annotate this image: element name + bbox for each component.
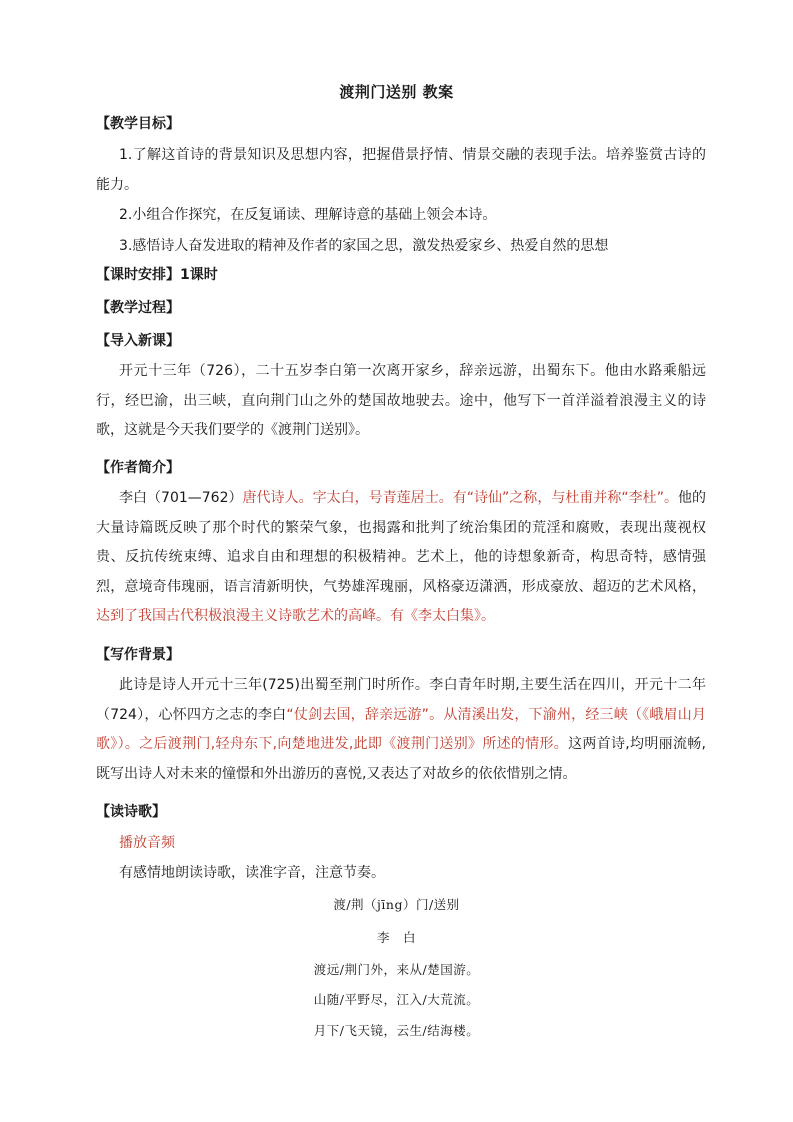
author-highlight: 唐代诗人。字太白，号青莲居士。有“诗仙”之称，与杜甫并称“李杜”。 (242, 490, 678, 506)
poem-line: 山随/平野尽，江入/大荒流。 (313, 992, 480, 1007)
author-body: 他的大量诗篇既反映了那个时代的繁荣气象，也揭露和批判了统治集团的荒淫和腐败，表现出蔑视权贵、反抗传统束缚、追求自由和理想的积极精神。艺术上，他的诗想象新奇，构思奇特，感情强烈，意境奇伟瑰丽，语言清新明快，气势雄浑瑰丽，风格豪迈潇洒，形成豪放、超迈的艺术风格， (96, 490, 706, 595)
bg-quote: “仗剑去国，辞亲远游”。从清溪出发，下渝州，经三峡（《峨眉山月歌》）。 (96, 706, 706, 752)
author-paragraph (96, 484, 706, 632)
background-paragraph (96, 671, 706, 789)
heading-intro: 【导入新课】 (96, 333, 180, 349)
document-title: 渡荆门送别 教案 (339, 83, 454, 101)
goal-2: 2.小组合作探究，在反复诵读、理解诗意的基础上领会本诗。 (119, 207, 497, 223)
bg-summary: 这两首诗,均明丽流畅,既写出诗人对未来的憧憬和外出游历的喜悦,又表达了对故乡的依依惜别之情。 (96, 736, 706, 782)
heading-background: 【写作背景】 (96, 647, 180, 663)
read-instruction: 有感情地朗读诗歌，读准字音，注意节奏。 (119, 865, 385, 881)
play-audio-link[interactable]: 播放音频 (119, 835, 175, 851)
goal-1: 1.了解这首诗的背景知识及思想内容，把握借景抒情、情景交融的表现手法。培养鉴赏古诗的能力。 (96, 147, 706, 193)
heading-schedule: 【课时安排】1课时 (96, 267, 218, 283)
bg-intro: 此诗是诗人开元十三年(725)出蜀至荆门时所作。李白青年时期,主要生活在四川，开元十二年（724），心怀四方之志的李白 (96, 677, 706, 723)
poem-title: 渡/荆（jīng）门/送别 (333, 897, 460, 912)
bg-journey: 之后渡荆门,轻舟东下,向楚地进发,此即《渡荆门送别》所述的情形。 (139, 736, 569, 752)
author-dates: 李白（701—762） (119, 490, 243, 506)
poem-line: 渡远/荆门外，来从/楚国游。 (313, 962, 480, 977)
heading-goals: 【教学目标】 (96, 116, 180, 132)
heading-author: 【作者简介】 (96, 460, 180, 476)
goal-3: 3.感悟诗人奋发进取的精神及作者的家国之思，激发热爱家乡、热爱自然的思想 (119, 238, 609, 254)
heading-process: 【教学过程】 (96, 300, 180, 316)
poem-author: 李 白 (376, 930, 416, 945)
poem-line: 月下/飞天镜，云生/结海楼。 (313, 1023, 480, 1038)
author-conclusion: 达到了我国古代积极浪漫主义诗歌艺术的高峰。有《李太白集》。 (96, 608, 495, 624)
heading-read: 【读诗歌】 (96, 804, 166, 820)
intro-paragraph: 开元十三年（726），二十五岁李白第一次离开家乡，辞亲远游，出蜀东下。他由水路乘船远行，经巴渝，出三峡，直向荆门山之外的楚国故地驶去。途中，他写下一首洋溢着浪漫主义的诗歌，这就是今天我们要学的《渡荆门送别》。 (96, 363, 706, 438)
